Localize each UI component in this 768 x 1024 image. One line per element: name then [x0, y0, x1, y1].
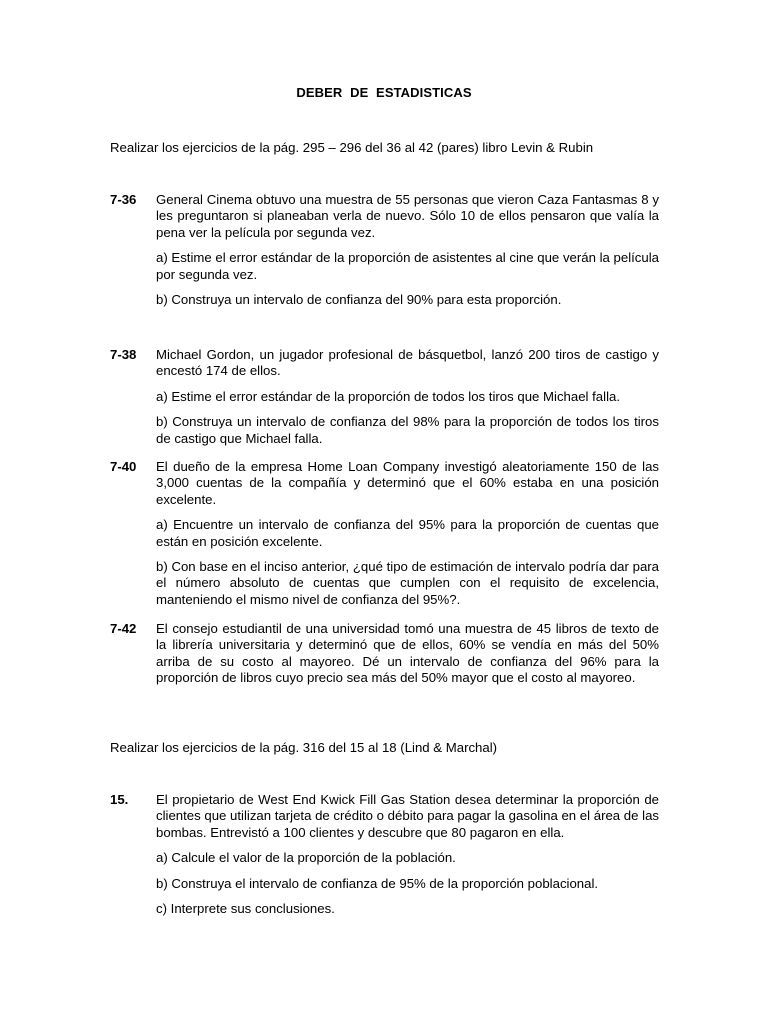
exercise-statement: El propietario de West End Kwick Fill Gas Station desea determinar la proporción de clientes que utilizan tarjeta de crédito o débito para pagar la gasolina en el área de las bombas. Entrevistó a 100 clientes y descubre que 80 pagaron en ella. [156, 792, 659, 840]
exercise-part-a: a) Encuentre un intervalo de confianza del 95% para la proporción de cuentas que están en posición excelente. [156, 517, 659, 549]
exercise-statement: Michael Gordon, un jugador profesional de básquetbol, lanzó 200 tiros de castigo y encestó 174 de ellos. [156, 347, 659, 379]
exercise-statement: El consejo estudiantil de una universidad tomó una muestra de 45 libros de texto de la librería universitaria y determinó que de ellos, 60% se vendía en más del 50% arriba de su costo al mayoreo. Dé un intervalo de confianza del 96% para la proporción de libros cuyo precio sea más del 50% mayor que el costo al mayoreo. [156, 621, 659, 686]
instructions-levin-rubin: Realizar los ejercicios de la pág. 295 – 296 del 36 al 42 (pares) libro Levin & Rubin [110, 140, 594, 155]
exercise-number: 7-38 [110, 347, 137, 362]
exercise-part-b: b) Construya un intervalo de confianza del 90% para esta proporción. [156, 292, 562, 308]
exercise-part-a: a) Estime el error estándar de la proporción de todos los tiros que Michael falla. [156, 388, 620, 404]
instructions-lind-marchal: Realizar los ejercicios de la pág. 316 del 15 al 18 (Lind & Marchal) [110, 740, 498, 755]
exercise-15 [110, 792, 660, 917]
exercise-7-36 [110, 192, 660, 308]
document-title: DEBER DE ESTADISTICAS [296, 85, 472, 100]
exercise-7-38 [110, 347, 660, 447]
exercise-number: 7-40 [110, 459, 137, 474]
exercise-part-a: a) Calcule el valor de la proporción de la población. [156, 850, 456, 866]
exercise-part-b: b) Construya un intervalo de confianza del 98% para la proporción de todos los tiros de castigo que Michael falla. [156, 414, 659, 446]
exercise-part-b: b) Construya el intervalo de confianza de 95% de la proporción poblacional. [156, 875, 599, 891]
exercise-statement: El dueño de la empresa Home Loan Company investigó aleatoriamente 150 de las 3,000 cuentas de la compañía y determinó que el 60% estaba en una posición excelente. [156, 459, 659, 507]
exercise-7-42 [110, 621, 660, 687]
exercise-number: 7-42 [110, 621, 137, 636]
exercise-7-40 [110, 459, 660, 608]
exercise-number: 7-36 [110, 192, 137, 207]
exercise-number: 15. [110, 792, 129, 807]
exercise-part-a: a) Estime el error estándar de la proporción de asistentes al cine que verán la película por segunda vez. [156, 250, 659, 282]
exercise-part-c: c) Interprete sus conclusiones. [156, 901, 335, 917]
exercise-part-b: b) Con base en el inciso anterior, ¿qué tipo de estimación de intervalo podría dar para el número absoluto de cuentas que cumplen con el requisito de excelencia, manteniendo el mismo nivel de confianza del 95%?. [156, 559, 659, 607]
exercise-statement: General Cinema obtuvo una muestra de 55 personas que vieron Caza Fantasmas 8 y les preguntaron si planeaban verla de nuevo. Sólo 10 de ellos pensaron que valía la pena ver la película por segunda vez. [156, 192, 659, 240]
